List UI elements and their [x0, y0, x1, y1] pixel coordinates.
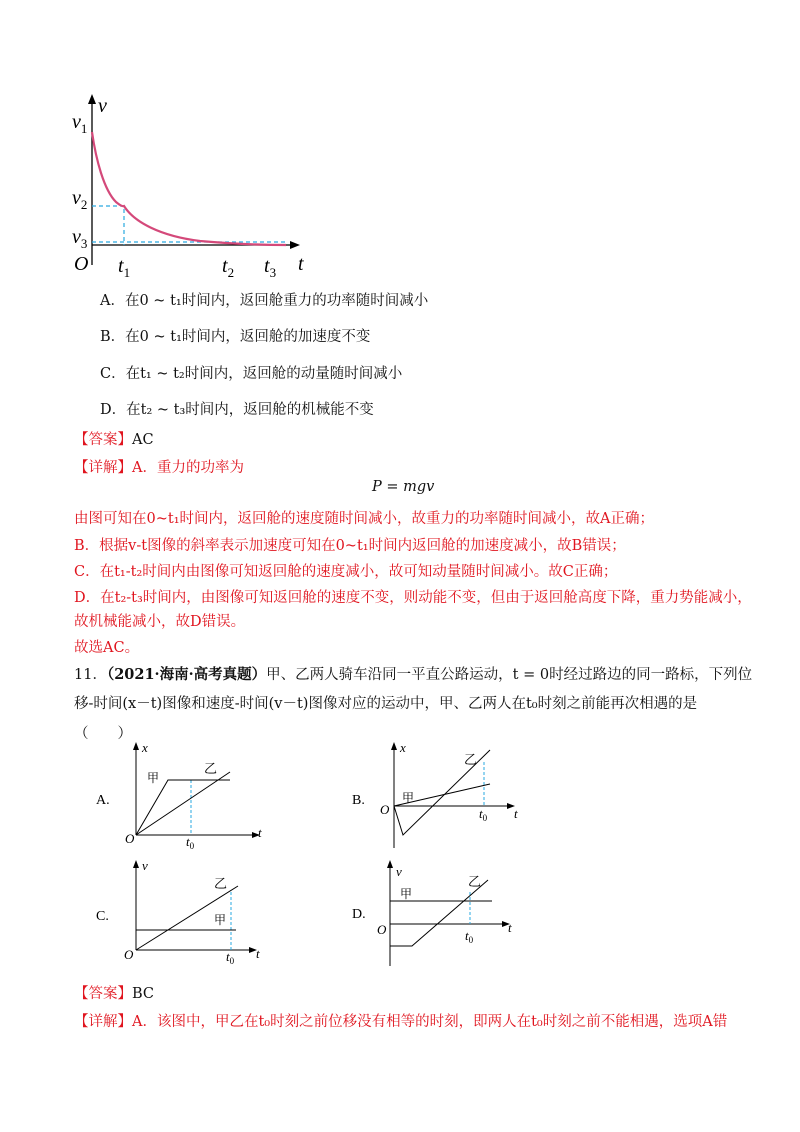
- graph-d-y-arrow: [387, 860, 393, 868]
- v-axis-label: v: [98, 95, 107, 117]
- q11-stem-line-2: 移-时间(x－t)图像和速度-时间(v－t)图像对应的运动中，甲、乙两人在t₀时刻之前能再次相遇的是: [74, 696, 698, 712]
- q11-answer-value: BC: [132, 986, 155, 1002]
- q11-text-1: 甲、乙两人骑车沿同一平直公路运动，t = 0时经过路边的同一路标，下列位: [266, 667, 753, 683]
- t2-label: $t_2$: [222, 255, 235, 280]
- graph-c-t-label: t: [256, 946, 260, 961]
- detail-line-1: 由图可知在0~t₁时间内，返回舱的速度随时间减小，故重力的功率随时间减小，故A正确；: [74, 511, 654, 527]
- option-a: A．在0 ~ t₁时间内，返回舱重力的功率随时间减小: [100, 293, 429, 309]
- q11-paren: （ ）: [74, 726, 132, 742]
- graph-c-t0: $t_0$: [226, 949, 235, 966]
- velocity-time-graph: [60, 90, 320, 285]
- graph-b-origin: O: [380, 802, 390, 817]
- graph-c: [90, 858, 290, 968]
- graph-b: [350, 740, 550, 850]
- t3-label: $t_3$: [264, 255, 277, 280]
- graph-a-t0: $t_0$: [186, 834, 195, 851]
- q10-detail-line: [74, 456, 244, 477]
- detail-line-5: 故机械能减小，故D错误。: [74, 614, 246, 630]
- detail-line-4: D．在t₂-t₃时间内，由图像可知返回舱的速度不变，则动能不变，但由于返回舱高度下降，重力势能减小，: [74, 590, 752, 606]
- graph-d-t-label: t: [508, 920, 512, 935]
- graph-b-t0: $t_0$: [479, 806, 488, 823]
- q11-source: （2021·海南·高考真题）: [106, 666, 267, 683]
- x-axis-arrow: [290, 241, 300, 249]
- q11-detail-line: [74, 1010, 727, 1031]
- graph-c-option-label: C.: [96, 909, 109, 924]
- graph-a-yi-label: 乙: [204, 761, 218, 776]
- graph-d-origin: O: [377, 922, 387, 937]
- t-axis-label: t: [298, 253, 304, 275]
- graph-d-v-label: v: [396, 864, 402, 879]
- graph-d-option-label: D.: [352, 907, 366, 922]
- detail-line-3: C．在t₁-t₂时间内由图像可知返回舱的速度减小，故可知动量随时间减小。故C正确；: [74, 564, 618, 580]
- velocity-curve: [92, 132, 286, 245]
- graph-a-option-label: A.: [96, 793, 110, 808]
- v2-dashed-guide: [92, 206, 124, 245]
- graph-c-origin: O: [124, 947, 134, 962]
- graph-a: [90, 740, 290, 855]
- answer-tag: 【答案】: [74, 432, 132, 448]
- q11-stem-line-1: [74, 663, 752, 684]
- q11-detail-tag: 【详解】: [74, 1014, 132, 1030]
- graph-b-t-label: t: [514, 806, 518, 821]
- detail-line-6: 故选AC。: [74, 640, 140, 656]
- graph-b-x-label: x: [400, 740, 406, 755]
- graph-d-yi-label: 乙: [468, 874, 482, 889]
- option-d: D．在t₂ ~ t₃时间内，返回舱的机械能不变: [100, 402, 374, 418]
- graph-a-x-label: x: [142, 740, 148, 755]
- v3-label: $v_3$: [72, 226, 88, 251]
- graph-d-t0: $t_0$: [465, 928, 474, 945]
- q11-number: 11．: [74, 667, 107, 683]
- graph-a-origin: O: [125, 831, 135, 846]
- graph-a-jia-line: [136, 780, 230, 835]
- graph-d: [350, 858, 550, 968]
- graph-a-jia-label: 甲: [147, 771, 160, 785]
- graph-b-jia-label: 甲: [402, 791, 415, 805]
- graph-c-v-label: v: [142, 858, 148, 873]
- answer-value: AC: [132, 432, 154, 448]
- option-b: B．在0 ~ t₁时间内，返回舱的加速度不变: [100, 329, 371, 345]
- origin-label: O: [74, 253, 89, 275]
- graph-b-y-arrow: [391, 742, 397, 750]
- detail-line-2: B．根据v-t图像的斜率表示加速度可知在0~t₁时间内返回舱的加速度减小，故B错误；: [74, 538, 626, 554]
- option-c: C．在t₁ ~ t₂时间内，返回舱的动量随时间减小: [100, 366, 403, 382]
- v2-label: $v_2$: [72, 187, 88, 212]
- graph-a-t-label: t: [258, 825, 262, 840]
- t1-label: $t_1$: [118, 255, 131, 280]
- graph-c-jia-label: 甲: [214, 913, 227, 927]
- graph-b-option-label: B.: [352, 793, 365, 808]
- detail-intro: A．重力的功率为: [132, 460, 244, 476]
- graph-b-yi-label: 乙: [464, 752, 478, 767]
- v1-label: $v_1$: [72, 111, 88, 136]
- q11-answer-tag: 【答案】: [74, 986, 132, 1002]
- detail-tag: 【详解】: [74, 460, 132, 476]
- y-axis-arrow: [88, 94, 96, 104]
- graph-c-y-arrow: [133, 860, 139, 868]
- graph-c-yi-label: 乙: [214, 876, 228, 891]
- q10-answer-line: [74, 428, 154, 449]
- q11-answer-line: [74, 982, 154, 1003]
- graph-d-jia-label: 甲: [400, 887, 413, 901]
- q11-detail-text: A．该图中，甲乙在t₀时刻之前位移没有相等的时刻，即两人在t₀时刻之前不能相遇，选项A错: [132, 1014, 728, 1030]
- power-formula: P = mgv: [372, 479, 435, 495]
- graph-a-y-arrow: [133, 742, 139, 750]
